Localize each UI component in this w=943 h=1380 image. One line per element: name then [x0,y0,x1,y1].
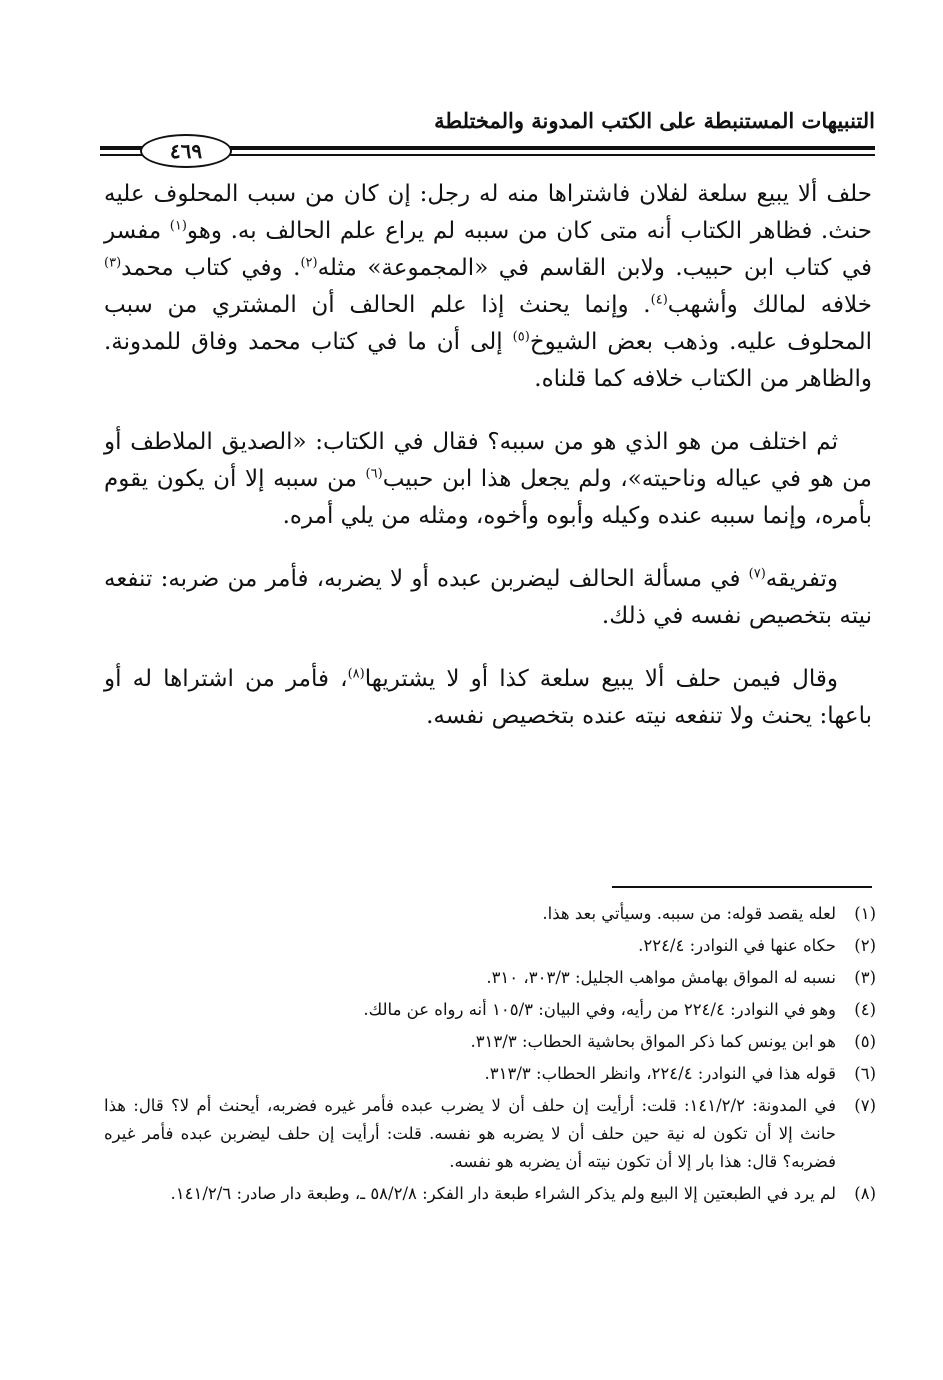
main-text [104,176,872,761]
text-run: خلافه لمالك وأشهب [667,292,872,318]
footnote-ref: (٥) [512,329,530,345]
paragraph-1 [104,176,872,398]
footnote-text: لم يرد في الطبعتين إلا البيع ولم يذكر الشراء طبعة دار الفكر: ٥٨/٢/٨ ـ، وطبعة دار صادر: ١٤١/٢/٦. [170,1184,836,1203]
text-run: وقال فيمن حلف ألا يبيع سلعة كذا أو لا يشتريها [364,666,838,692]
footnote-separator [612,886,872,888]
footnote-number: (٥) [854,1032,876,1051]
page-number: ٤٦٩ [140,134,232,168]
text-run: وتفريقه [765,566,838,592]
footnote [104,964,876,992]
footnote-number: (٨) [854,1184,876,1203]
footnote-text: هو ابن يونس كما ذكر المواق بحاشية الحطاب: ٣١٣/٣. [470,1032,836,1051]
running-title: التنبيهات المستنبطة على الكتب المدونة والمختلطة [434,108,875,133]
footnote-text: في المدونة: ١٤١/٢/٢: قلت: أرأيت إن حلف أن لا يضرب عبده فأمر غيره فضربه، أيحنث أم لا؟ قال: هذا حانث إلا أن تكون له نية حين حلف أن لا يضربه هو نفسه. قلت: أرأيت إن حلف ليضربن عبده فأمر غيره فضربه؟ قال: هذا بار إلا أن تكون نيته أن يضربه هو نفسه. [104,1096,836,1171]
text-run: مفسر في كتاب ابن حبيب. ولابن القاسم في «المجموعة» مثله [104,218,872,281]
footnote-ref: (٢) [300,255,318,271]
text-run: . وفي كتاب محمد [121,255,301,281]
footnote-ref: (٦) [365,466,383,482]
footnote [104,1092,876,1176]
text-run: ، فأمر من اشتراها له أو باعها: يحنث ولا تنفعه نيته عنده بتخصيص نفسه. [104,666,872,729]
footnote-number: (٦) [854,1064,876,1083]
footnote-text: وهو في النوادر: ٢٢٤/٤ من رأيه، وفي البيان: ١٠٥/٣ أنه رواه عن مالك. [363,1000,836,1019]
paragraph-2 [104,424,872,535]
footnote-text: حكاه عنها في النوادر: ٢٢٤/٤. [638,936,836,955]
footnote-number: (٧) [854,1096,876,1115]
footnote-text: لعله يقصد قوله: من سببه. وسيأتي بعد هذا. [542,904,836,923]
footnotes [104,900,876,1212]
text-run: من سببه إلا أن يكون يقوم بأمره، وإنما سببه عنده وكيله وأبوه وأخوه، ومثله من يلي أمره. [104,466,872,529]
footnote-number: (٢) [854,936,876,955]
footnote [104,996,876,1024]
text-run: إلى أن ما في كتاب محمد وفاق للمدونة. والظاهر من الكتاب خلافه كما قلناه. [104,329,872,392]
text-run: . وإنما يحنث إذا علم الحالف أن المشتري من سبب المحلوف عليه. وذهب بعض الشيوخ [104,292,873,355]
footnote-ref: (٣) [104,255,122,271]
footnote [104,1180,876,1208]
footnote-ref: (٨) [347,666,365,682]
footnote-number: (١) [854,904,876,923]
text-run: ثم اختلف من هو الذي هو من سببه؟ فقال في الكتاب: «الصديق الملاطف أو من هو في عياله وناحيته»، ولم يجعل هذا ابن حبيب [104,429,873,492]
footnote [104,1060,876,1088]
footnote [104,1028,876,1056]
text-run: في مسألة الحالف ليضربن عبده أو لا يضربه، فأمر من ضربه: تنفعه نيته بتخصيص نفسه في ذلك. [104,566,872,629]
paragraph-3 [104,561,872,635]
footnote-ref: (٧) [748,566,766,582]
footnote-ref: (٤) [650,292,668,308]
footnote-number: (٣) [854,968,876,987]
footnote-ref: (١) [169,218,187,234]
footnote-text: قوله هذا في النوادر: ٢٢٤/٤، وانظر الحطاب: ٣١٣/٣. [484,1064,836,1083]
footnote-number: (٤) [854,1000,876,1019]
text-run: حلف ألا يبيع سلعة لفلان فاشتراها منه له رجل: إن كان من سبب المحلوف عليه حنث. فظاهر الكتاب أنه متى كان من سببه لم يراع علم الحالف به. وهو [104,181,872,244]
footnote [104,900,876,928]
footnote [104,932,876,960]
footnote-text: نسبه له المواق بهامش مواهب الجليل: ٣٠٣/٣، ٣١٠. [486,968,836,987]
page-header [100,108,875,163]
paragraph-4 [104,661,872,735]
